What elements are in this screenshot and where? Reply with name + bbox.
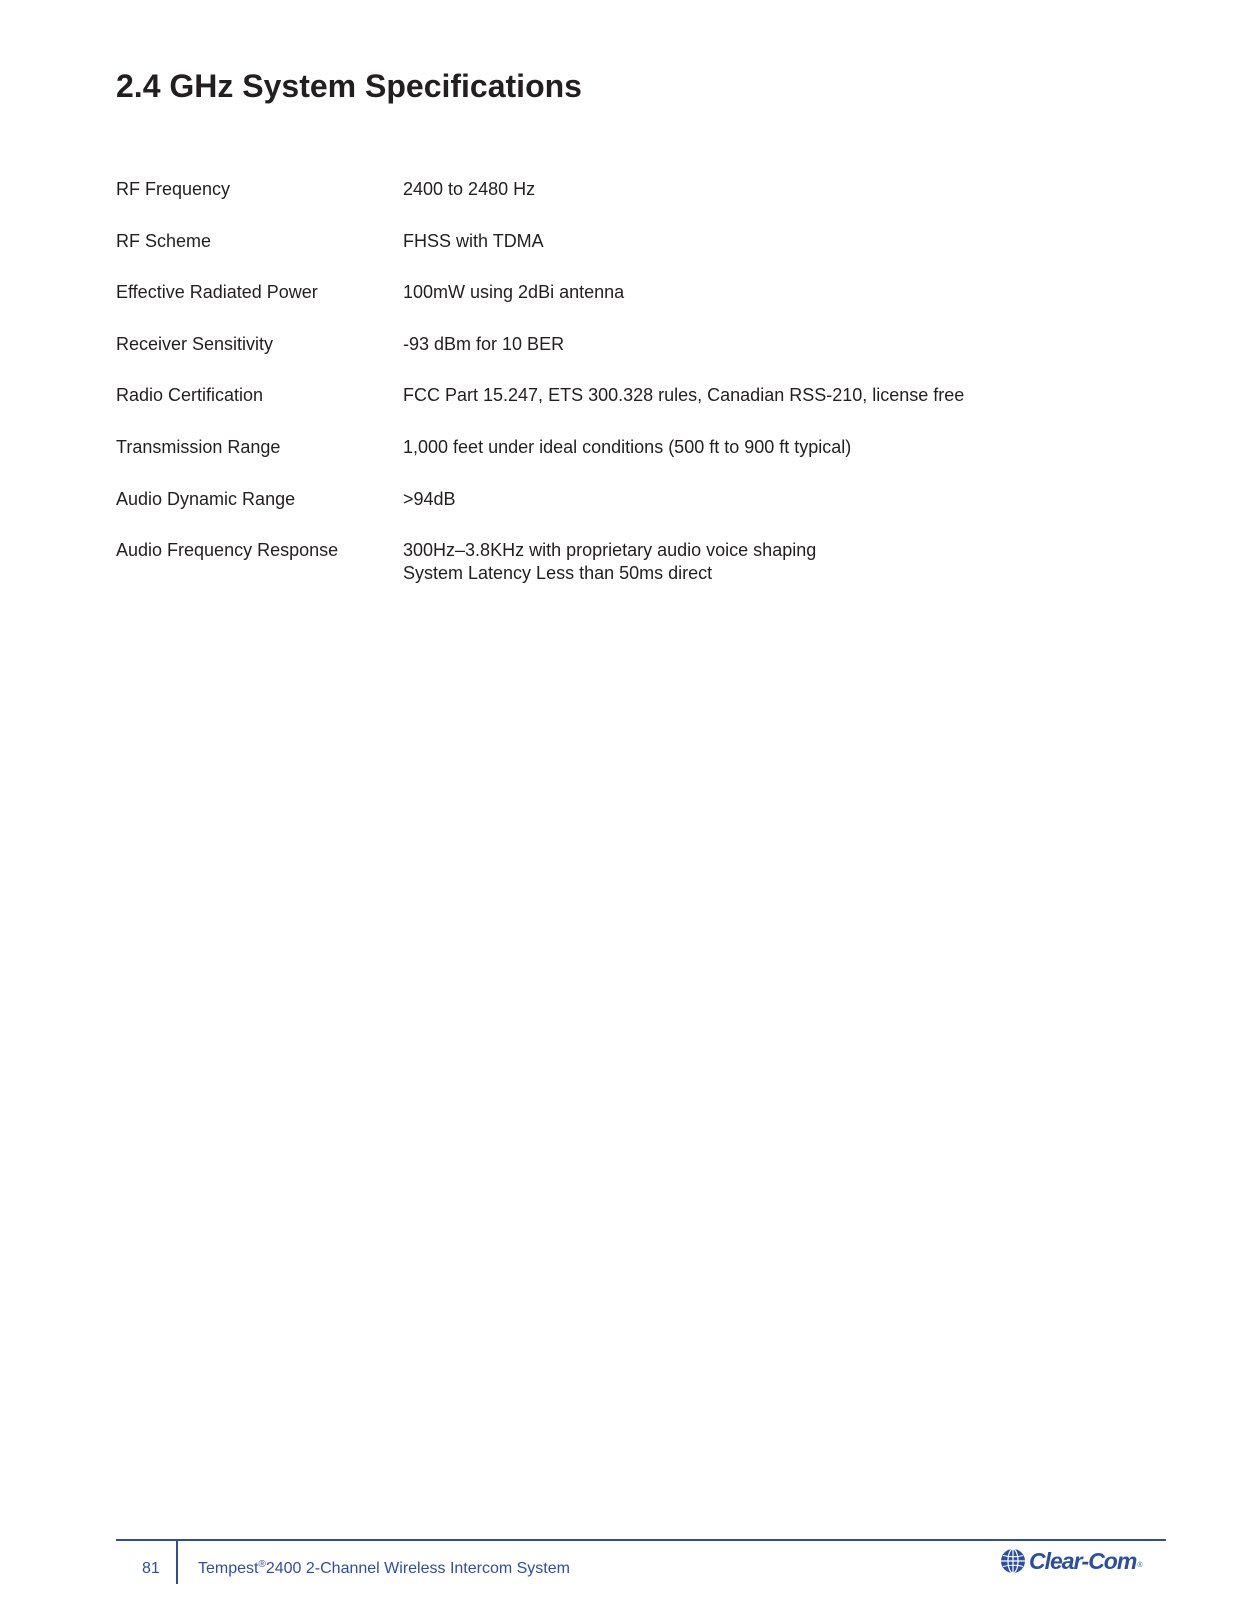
spec-value (403, 230, 1126, 253)
spec-value (403, 539, 1126, 585)
spec-value-line: >94dB (403, 488, 456, 509)
spec-row (116, 281, 1126, 304)
globe-icon (1000, 1548, 1026, 1574)
spec-value (403, 281, 1126, 304)
brand-name: Clear-Com (1029, 1547, 1137, 1574)
footer-rule (116, 1539, 1166, 1541)
page-number: 81 (142, 1560, 160, 1577)
spec-label: Audio Dynamic Range (116, 488, 296, 509)
spec-label: Radio Certification (116, 385, 264, 406)
spec-value (403, 488, 1126, 511)
spec-label: RF Scheme (116, 230, 212, 251)
spec-value (403, 178, 1126, 201)
spec-value-line: FCC Part 15.247, ETS 300.328 rules, Canadian RSS-210, license free (403, 385, 965, 406)
spec-value (403, 436, 1126, 459)
spec-row (116, 488, 1126, 511)
footer-divider (176, 1541, 178, 1584)
spec-label: Transmission Range (116, 436, 281, 457)
spec-row (116, 333, 1126, 356)
spec-value-line: FHSS with TDMA (403, 230, 544, 251)
product-name: Tempest (198, 1560, 259, 1577)
spec-value-line: System Latency Less than 50ms direct (403, 563, 713, 584)
document-title (198, 1559, 570, 1579)
spec-value-line: 2400 to 2480 Hz (403, 179, 536, 199)
spec-row (116, 384, 1126, 407)
spec-label: RF Frequency (116, 179, 231, 199)
brand-registered-mark: ® (1137, 1562, 1143, 1569)
spec-row (116, 178, 1126, 201)
page-title: 2.4 GHz System Specifications (116, 68, 582, 104)
spec-label: Audio Frequency Response (116, 540, 339, 561)
registered-mark: ® (258, 1559, 266, 1570)
spec-label: Effective Radiated Power (116, 282, 318, 303)
spec-value-line: 100mW using 2dBi antenna (403, 282, 625, 303)
spec-value-line: -93 dBm for 10 BER (403, 333, 565, 354)
spec-label: Receiver Sensitivity (116, 333, 274, 354)
spec-value (403, 333, 1126, 356)
spec-row (116, 230, 1126, 253)
spec-value-line: 1,000 feet under ideal conditions (500 ft to 900 ft typical) (403, 436, 852, 457)
spec-value (403, 384, 1126, 407)
clear-com-logo (1000, 1546, 1142, 1576)
spec-value-line: 300Hz–3.8KHz with proprietary audio voice shaping (403, 540, 817, 561)
product-model: 2400 2-Channel Wireless Intercom System (265, 1560, 570, 1577)
spec-row (116, 436, 1126, 459)
spec-table (116, 178, 1126, 614)
spec-row (116, 539, 1126, 585)
